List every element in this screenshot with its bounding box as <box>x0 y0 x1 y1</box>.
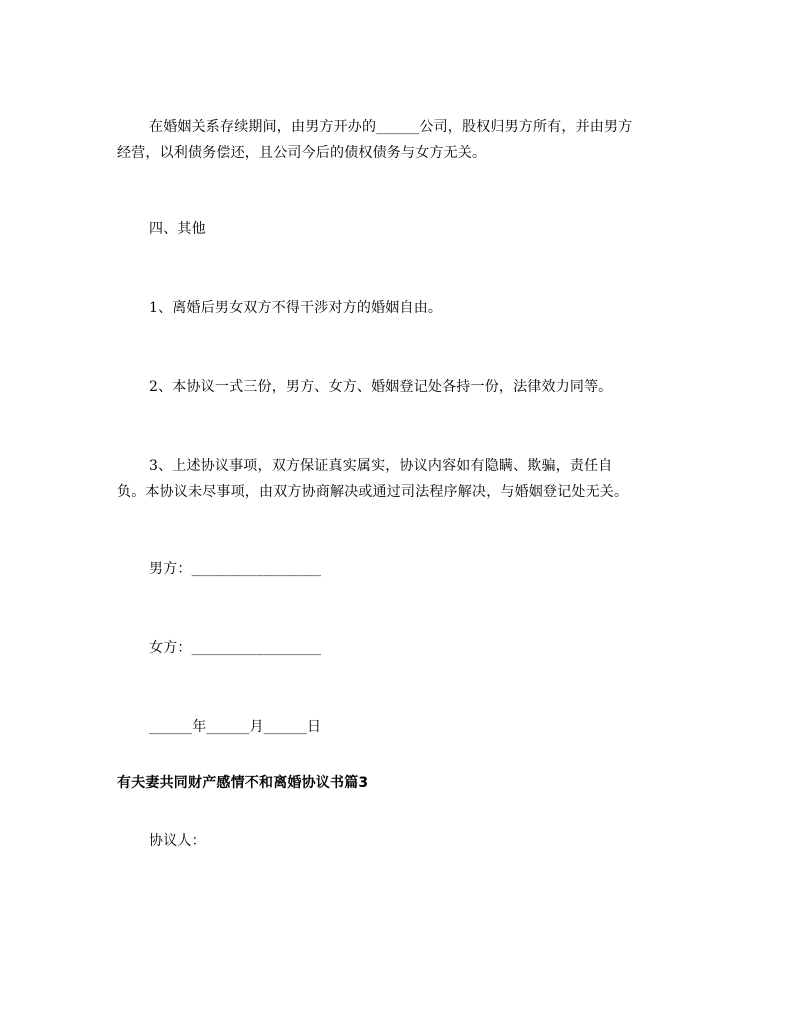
section-other-title: 四、其他 <box>149 221 206 237</box>
clause-3-line-1: 3、上述协议事项，双方保证真实属实，协议内容如有隐瞒、欺骗，责任自 <box>149 458 613 474</box>
male-party-signature-line: 男方：__________________ <box>149 561 322 577</box>
female-party-signature-line: 女方：__________________ <box>149 640 322 656</box>
clause-3-line-2: 负。本协议未尽事项，由双方协商解决或通过司法程序解决，与婚姻登记处无关。 <box>117 484 629 500</box>
clause-2: 2、本协议一式三份，男方、女方、婚姻登记处各持一份，法律效力同等。 <box>149 379 613 395</box>
paragraph-company-line-1: 在婚姻关系存续期间，由男方开办的______公司，股权归男方所有，并由男方 <box>149 119 633 135</box>
clause-1: 1、离婚后男女双方不得干涉对方的婚姻自由。 <box>149 300 443 316</box>
agreement-party-label: 协议人： <box>149 833 206 849</box>
paragraph-company-line-2: 经营，以利债务偿还，且公司今后的债权债务与女方无关。 <box>117 145 487 161</box>
date-line: ______年______月______日 <box>149 719 322 735</box>
section-heading: 有夫妻共同财产感情不和离婚协议书篇3 <box>117 775 369 791</box>
